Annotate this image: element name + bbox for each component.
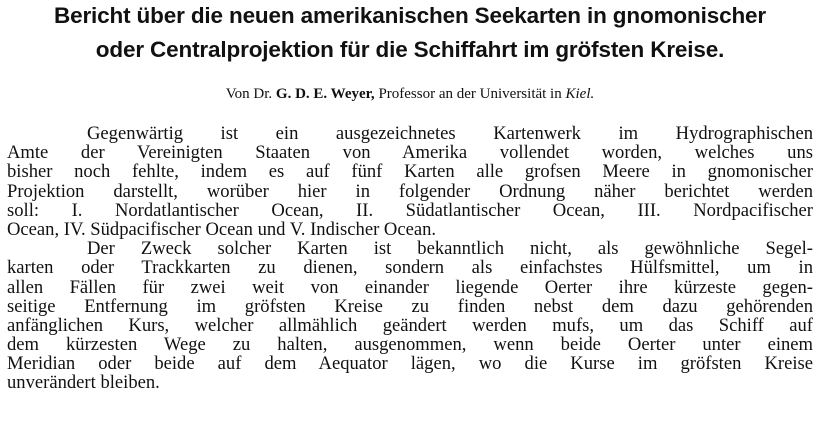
article-body <box>7 124 813 393</box>
author-name: G. D. E. Weyer, <box>275 86 375 102</box>
text-line: seitige Entfernung im gröfsten Kreise zu finden nebst dem dazu gehörenden <box>7 295 813 317</box>
text-line: soll: I. Nordatlantischer Ocean, II. Südatlantischer Ocean, III. Nordpacifischer <box>7 199 813 221</box>
text-line: Meridian oder beide auf dem Aequator lägen, wo die Kurse im gröfsten Kreise <box>7 353 813 375</box>
byline-affiliation: Professor an der Universität in <box>374 86 566 102</box>
text-line: bisher noch fehlte, indem es auf fünf Karten alle grofsen Meere in gnomonischer <box>7 161 813 183</box>
text-line: Amte der Vereinigten Staaten von Amerika vollendet worden, welches uns <box>7 142 813 164</box>
text-line: anfänglichen Kurs, welcher allmählich geändert werden mufs, um das Schiff auf <box>7 314 813 336</box>
text-line: Ocean, IV. Südpacifischer Ocean und V. Indischer Ocean. <box>7 218 437 240</box>
paragraph-1 <box>7 124 813 239</box>
text-line: Der Zweck solcher Karten ist bekanntlich nicht, als gewöhnliche Segel- <box>87 238 813 260</box>
text-line: karten oder Trackkarten zu dienen, sondern als einfachstes Hülfsmittel, um in <box>7 257 813 279</box>
title-line-1: Bericht über die neuen amerikanischen Seekarten in gnomonischer <box>53 3 767 28</box>
text-line: unverändert bleiben. <box>7 372 160 394</box>
text-line: dem kürzesten Wege zu halten, ausgenommen, wenn beide Oerter unter einem <box>7 334 813 356</box>
text-line: Projektion darstellt, worüber hier in folgender Ordnung näher berichtet werden <box>7 180 813 202</box>
text-line: Gegenwärtig ist ein ausgezeichnetes Kartenwerk im Hydrographischen <box>87 123 813 144</box>
byline <box>0 84 820 104</box>
text-line: allen Fällen für zwei weit von einander liegende Oerter ihre kürzeste gegen- <box>7 276 813 298</box>
title-line-2: oder Centralprojektion für die Schiffahrt im gröfsten Kreise. <box>95 37 725 62</box>
byline-prefix: Von Dr. <box>225 86 276 102</box>
affiliation-place: Kiel. <box>565 86 595 102</box>
paragraph-2 <box>7 239 813 393</box>
